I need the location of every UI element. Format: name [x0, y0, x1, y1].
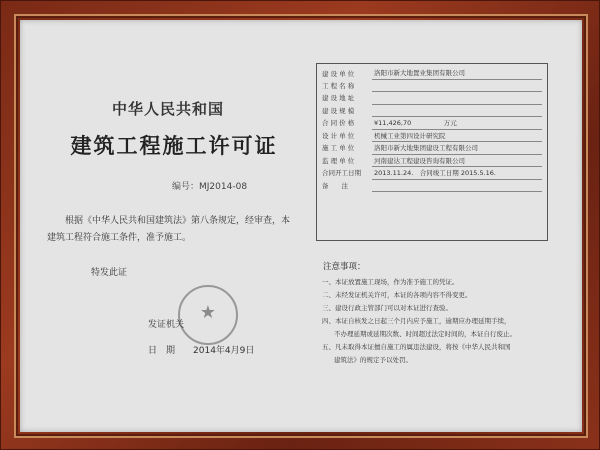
- certificate-number: 编号：MJ2014-08: [172, 182, 248, 192]
- country-name: 中华人民共和国: [111, 100, 224, 118]
- issue-date: 日 期 2014年4月9日: [148, 346, 255, 356]
- notice-list: [322, 276, 544, 367]
- info-row-value: 机械工业第四设计研究院: [372, 129, 542, 142]
- info-table: [320, 67, 542, 192]
- notice-item: 四、本证自核发之日起三个月内应予施工，逾期应办理延期手续，: [322, 317, 511, 325]
- info-row-label: 施 工 单 位: [322, 144, 355, 153]
- issuing-authority: 发证机关: [148, 320, 185, 330]
- certificate-title: 建筑工程施工许可证: [70, 133, 278, 158]
- info-row: [320, 104, 542, 117]
- hereby-issued: 特发此证: [91, 268, 128, 278]
- notice-item: 二、未经发证机关许可，本证的各项内容不得变更。: [322, 291, 472, 299]
- info-row-value: 河南建达工程建设咨询有限公司: [372, 154, 542, 167]
- info-row-value: 洛阳市新大地集团建设工程有限公司: [372, 142, 542, 155]
- info-row: [320, 142, 542, 155]
- info-row-label: 合同开工日期: [322, 169, 361, 178]
- info-row: [320, 79, 542, 92]
- info-row: [320, 67, 542, 79]
- notice-item: 三、建设行政主管部门可以对本证进行查验。: [322, 304, 452, 312]
- info-row: [320, 117, 542, 130]
- info-row-label: 设 计 单 位: [322, 131, 355, 140]
- info-row-value: [372, 179, 542, 192]
- info-row-value: [372, 79, 542, 92]
- info-row: [320, 179, 542, 192]
- info-row-value: 2013.11.24. 合同竣工日期 2015.5.16.: [372, 167, 542, 180]
- info-row: [320, 129, 542, 142]
- info-row-label: 备 注: [322, 181, 348, 190]
- notice-item: 一、本证放置施工现场，作为准予施工的凭证。: [322, 278, 459, 286]
- notice-title: 注意事项：: [323, 262, 366, 272]
- info-row-value: [372, 92, 542, 105]
- info-row-label: 合 同 价 格: [322, 119, 355, 128]
- info-row-value: ¥11,426,70 万元: [372, 117, 542, 130]
- info-row: [320, 92, 542, 105]
- seal-star-icon: ★: [199, 302, 217, 323]
- info-row-label: 建 设 地 址: [322, 94, 355, 103]
- body-text: 根据《中华人民共和国建筑法》第八条规定，经审查，本建筑工程符合施工条件，准予施工。: [47, 216, 291, 243]
- info-row: [320, 167, 542, 180]
- info-row-label: 监 理 单 位: [322, 156, 355, 165]
- notice-item: 不办理延期或延期次数、时间超过法定时间的，本证自行废止。: [334, 330, 516, 338]
- info-row-label: 工 程 名 称: [322, 81, 355, 90]
- info-row-value: [372, 104, 542, 117]
- info-row-label: 建 设 单 位: [322, 69, 355, 78]
- info-row-label: 建 设 规 模: [322, 106, 355, 115]
- notice-item: 五、凡未取得本证擅自施工的属违法建设，将按《中华人民共和国: [322, 343, 511, 351]
- official-seal: [178, 285, 238, 345]
- notice-item: 建筑法》的规定予以处罚。: [334, 356, 412, 364]
- info-row: [320, 154, 542, 167]
- info-row-value: 洛阳市新大地置业集团有限公司: [372, 67, 542, 79]
